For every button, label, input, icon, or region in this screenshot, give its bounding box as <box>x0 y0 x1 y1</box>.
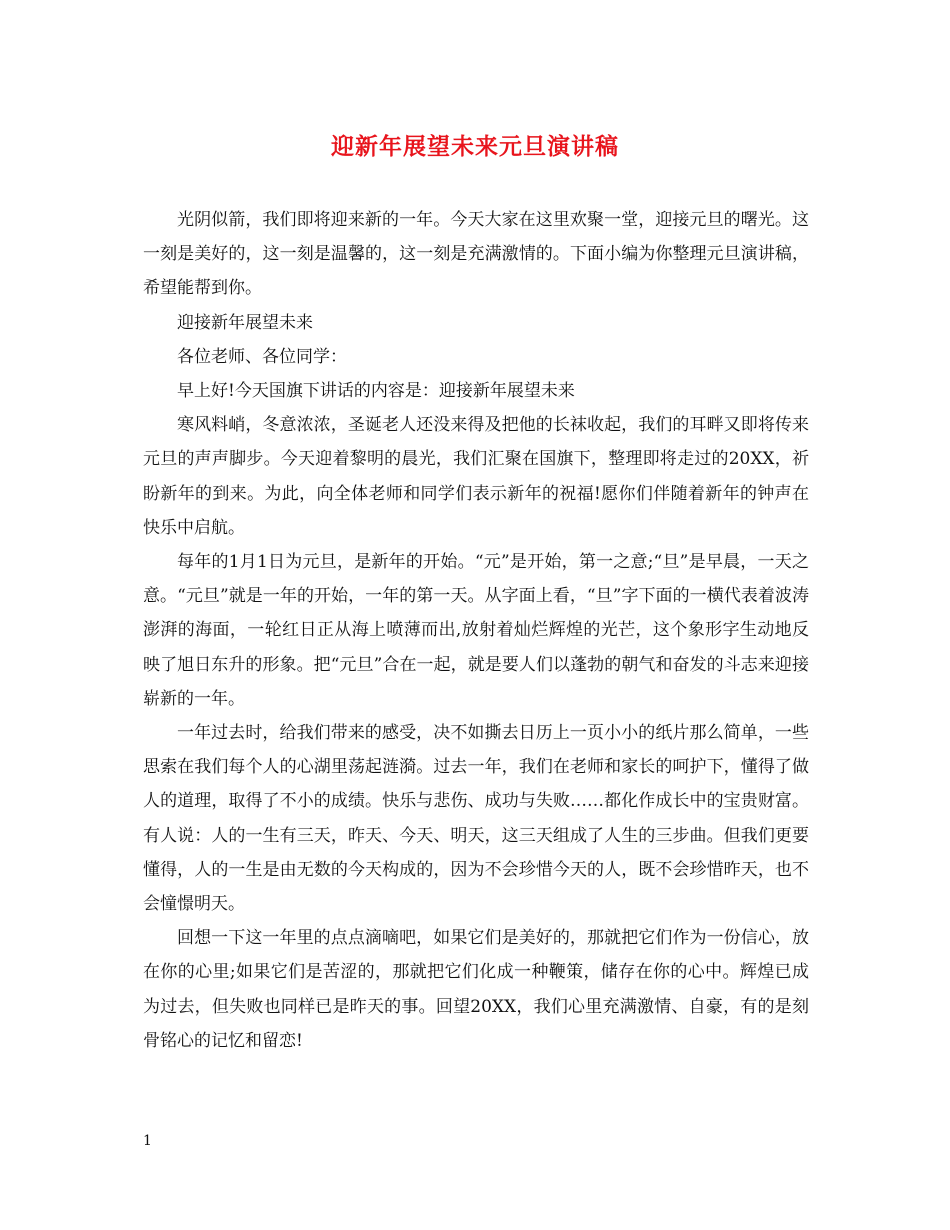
paragraph-greeting: 早上好!今天国旗下讲话的内容是：迎接新年展望未来 <box>177 381 575 402</box>
paragraph-salutation: 各位老师、各位同学： <box>177 346 347 367</box>
paragraph-winter: 寒风料峭，冬意浓浓，圣诞老人还没来得及把他的长袜收起，我们的耳畔又即将传来元旦的声声脚步。今天迎着黎明的晨光，我们汇聚在国旗下，整理即将走过的20XX，祈盼新年的到来。为此，向全体老师和同学们表示新年的祝福!愿你们伴随着新年的钟声在快乐中启航。 <box>143 415 809 538</box>
document-title: 迎新年展望未来元旦演讲稿 <box>331 133 619 160</box>
page-number: 1 <box>143 1133 152 1149</box>
paragraph-recollection: 回想一下这一年里的点点滴嘀吧，如果它们是美好的，那就把它们作为一份信心，放在你的心里;如果它们是苦涩的，那就把它们化成一种鞭策，储存在你的心中。辉煌已成为过去，但失败也同样已是昨天的事。回望20XX，我们心里充满激情、自豪，有的是刻骨铭心的记忆和留恋! <box>143 928 809 1051</box>
paragraph-speech-title: 迎接新年展望未来 <box>177 312 313 333</box>
document-body <box>143 203 809 1058</box>
paragraph-intro: 光阴似箭，我们即将迎来新的一年。今天大家在这里欢聚一堂，迎接元旦的曙光。这一刻是美好的，这一刻是温馨的，这一刻是充满激情的。下面小编为你整理元旦演讲稿，希望能帮到你。 <box>143 210 809 299</box>
paragraph-year-passing: 一年过去时，给我们带来的感受，决不如撕去日历上一页小小的纸片那么简单，一些思索在我们每个人的心湖里荡起涟漪。过去一年，我们在老师和家长的呵护下，懂得了做人的道理，取得了不小的成绩。快乐与悲伤、成功与失败……都化作成长中的宝贵财富。有人说：人的一生有三天，昨天、今天、明天，这三天组成了人生的三步曲。但我们更要懂得，人的一生是由无数的今天构成的，因为不会珍惜今天的人，既不会珍惜昨天，也不会憧憬明天。 <box>143 723 809 915</box>
paragraph-new-year-meaning: 每年的1月1日为元旦，是新年的开始。“元”是开始，第一之意;“旦”是早晨，一天之意。“元旦”就是一年的开始，一年的第一天。从字面上看，“旦”字下面的一横代表着波涛澎湃的海面，一轮红日正从海上喷薄而出,放射着灿烂辉煌的光芒，这个象形字生动地反映了旭日东升的形象。把“元旦”合在一起，就是要人们以蓬勃的朝气和奋发的斗志来迎接崭新的一年。 <box>143 552 809 709</box>
